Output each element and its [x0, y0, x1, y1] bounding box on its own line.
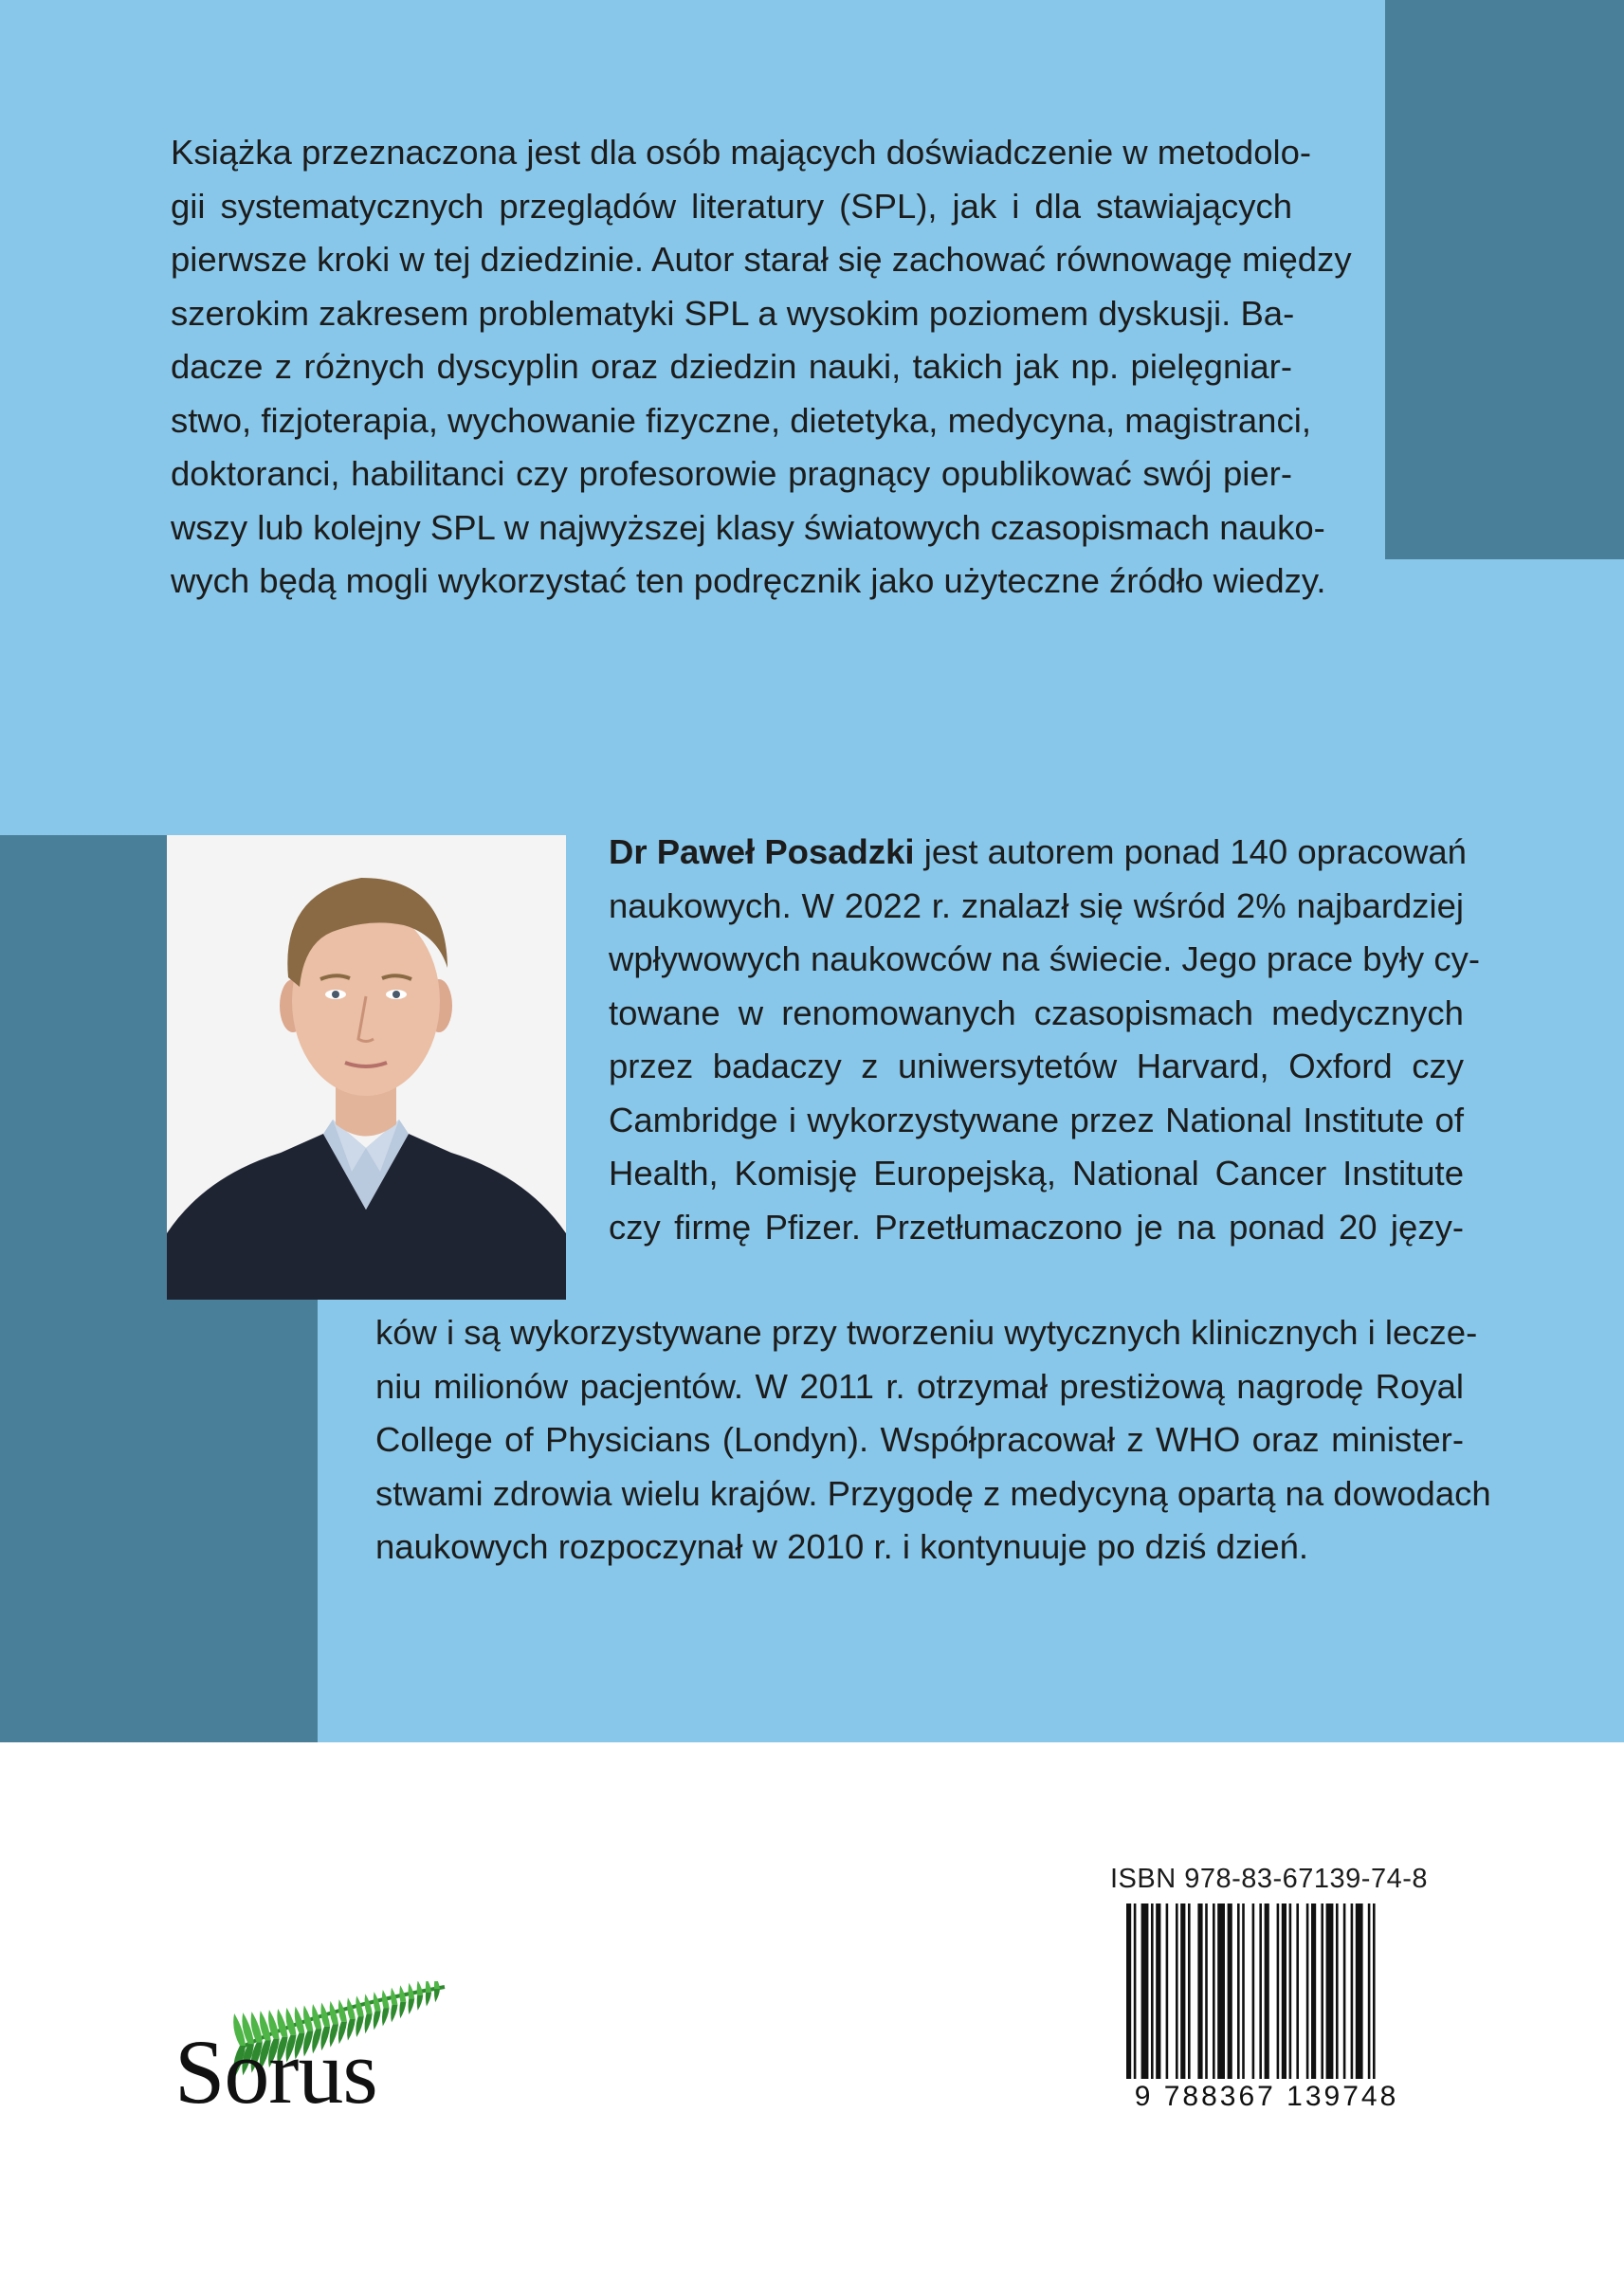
author-bio-line: naukowych rozpoczynał w 2010 r. i kontynuuje po dziś dzień. [375, 1527, 1309, 1566]
author-bio-line: ków i są wykorzystywane przy tworzeniu wytycznych klinicznych i lecze- [375, 1313, 1478, 1352]
barcode-bar [1265, 1903, 1269, 2079]
fern-leaflet [426, 1981, 431, 1993]
barcode-bar [1237, 1903, 1240, 2079]
barcode-bar [1368, 1903, 1371, 2079]
barcode-bar [1242, 1903, 1245, 2079]
barcode-bar [1151, 1903, 1154, 2079]
author-bio-first-line-rest: jest autorem ponad 140 opracowań [914, 832, 1467, 871]
author-bio-line: Health, Komisję Europejską, National Cancer Institute [609, 1154, 1464, 1193]
publisher-logo [174, 1981, 459, 2123]
fern-leaflet [409, 1983, 415, 1999]
fern-leaflet [399, 2002, 406, 2018]
author-bio-line: College of Physicians (Londyn). Współpracował z WHO oraz minister- [375, 1420, 1464, 1459]
fern-leaflet [382, 2008, 390, 2026]
barcode-bar [1351, 1903, 1354, 2079]
barcode-bar [1156, 1903, 1160, 2079]
description-line: gii systematycznych przeglądów literatury (SPL), jak i dla stawiających [171, 186, 1292, 226]
author-bio-line: czy firmę Pfizer. Przetłumaczono je na ponad 20 języ- [609, 1207, 1464, 1247]
barcode-bar [1326, 1903, 1334, 2079]
description-line: doktoranci, habilitanci czy profesorowie pragnący opublikować swój pier- [171, 454, 1292, 493]
description-line: dacze z różnych dyscyplin oraz dziedzin nauki, takich jak np. pielęgniar- [171, 347, 1292, 386]
fern-leaflet [426, 1993, 431, 2007]
isbn-label: ISBN 978-83-67139-74-8 [1109, 1864, 1428, 1894]
barcode-bar [1188, 1903, 1191, 2079]
barcode-bar [1343, 1903, 1346, 2079]
barcode-bar [1217, 1903, 1225, 2079]
barcode-bar [1213, 1903, 1215, 2079]
barcode-bar [1277, 1903, 1280, 2079]
description-line: wych będą mogli wykorzystać ten podręcznik jako użyteczne źródło wiedzy. [171, 561, 1326, 600]
author-bio-line: stwami zdrowia wielu krajów. Przygodę z medycyną opartą na dowodach [375, 1473, 1491, 1513]
fern-leaflet [409, 1998, 415, 2014]
publisher-logo-text: Sorus [174, 2021, 377, 2122]
barcode-bar [1356, 1903, 1363, 2079]
barcode-bar [1306, 1903, 1309, 2079]
barcode-bar [1282, 1903, 1286, 2079]
barcode-bar [1289, 1903, 1292, 2079]
author-bio-line: wpływowych naukowców na świecie. Jego prace były cy- [609, 939, 1480, 978]
description-line: Książka przeznaczona jest dla osób mających doświadczenie w metodolo- [171, 133, 1312, 172]
barcode-bar [1311, 1903, 1316, 2079]
barcode-bar [1336, 1903, 1339, 2079]
barcode-bar [1126, 1903, 1131, 2079]
fern-leaflet [434, 1981, 440, 1989]
barcode-digits: 9 788367 139748 [1134, 2081, 1399, 2112]
barcode-bar [1296, 1903, 1299, 2079]
barcode-bar [1252, 1903, 1255, 2079]
barcode-bar [1180, 1903, 1185, 2079]
author-bio-line [609, 826, 1467, 880]
barcode-bar [1166, 1903, 1169, 2079]
author-bio-line: towane w renomowanych czasopismach medycznych [609, 993, 1464, 1032]
barcode-bar [1259, 1903, 1262, 2079]
fern-leaflet [417, 1995, 423, 2011]
fern-leaflet [391, 2005, 397, 2022]
author-bio-continued [375, 1306, 1491, 1575]
barcode-bar [1141, 1903, 1149, 2079]
author-name: Dr Paweł Posadzki [609, 832, 915, 871]
author-bio-line: niu milionów pacjentów. W 2011 r. otrzymał prestiżową nagrodę Royal [375, 1366, 1464, 1406]
barcode-bar [1321, 1903, 1323, 2079]
isbn-barcode [1105, 1903, 1428, 2112]
description-line: wszy lub kolejny SPL w najwyższej klasy światowych czasopismach nauko- [171, 507, 1325, 547]
author-bio-line: przez badaczy z uniwersytetów Harvard, Oxford czy [609, 1047, 1464, 1085]
barcode-bar [1134, 1903, 1137, 2079]
description-line: stwo, fizjoterapia, wychowanie fizyczne, dietetyka, medycyna, magistranci, [171, 400, 1311, 440]
fern-leaflet [417, 1981, 423, 1995]
barcode-bar [1197, 1903, 1202, 2079]
barcode-bar [1205, 1903, 1208, 2079]
author-bio-line: naukowych. W 2022 r. znalazł się wśród 2% najbardziej [609, 885, 1464, 925]
barcode-bar [1373, 1903, 1376, 2079]
barcode-bar [1176, 1903, 1178, 2079]
top-right-teal-block [1385, 0, 1624, 559]
barcode-bar [1228, 1903, 1232, 2079]
description-line: szerokim zakresem problematyki SPL a wysokim poziomem dyskusji. Ba- [171, 293, 1295, 333]
description-line: pierwsze kroki w tej dziedzinie. Autor starał się zachować równowagę między [171, 240, 1352, 279]
author-bio-line: Cambridge i wykorzystywane przez National Institute of [609, 1100, 1464, 1139]
author-portrait-image [167, 835, 566, 1300]
book-description [171, 126, 1352, 609]
author-bio [609, 826, 1480, 1254]
fern-leaflet [434, 1989, 440, 2002]
author-photo [167, 835, 566, 1300]
